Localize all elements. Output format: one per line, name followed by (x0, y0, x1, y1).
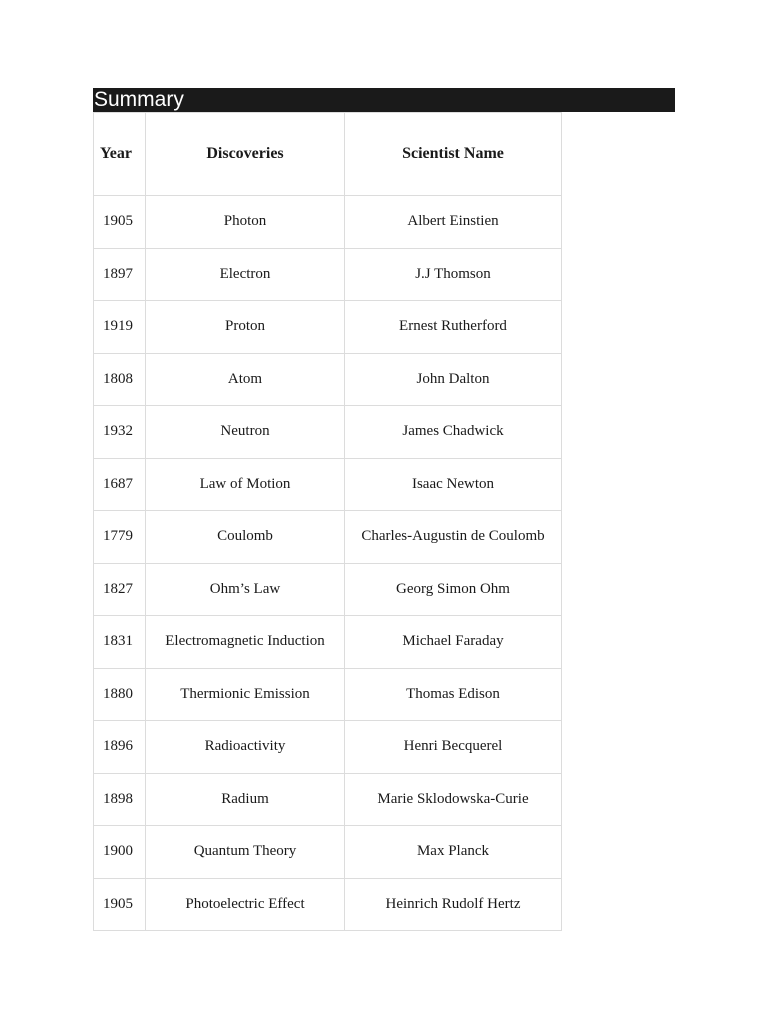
cell-scientist-name: Isaac Newton (345, 458, 562, 511)
table-header-row (94, 113, 562, 196)
cell-year: 1900 (94, 826, 146, 879)
cell-year: 1831 (94, 616, 146, 669)
table-row (94, 878, 562, 931)
cell-discovery: Photoelectric Effect (146, 878, 345, 931)
cell-scientist-name: John Dalton (345, 353, 562, 406)
cell-discovery: Quantum Theory (146, 826, 345, 879)
cell-discovery: Photon (146, 196, 345, 249)
header-year: Year (94, 113, 146, 196)
table-row (94, 511, 562, 564)
table-row (94, 458, 562, 511)
cell-year: 1919 (94, 301, 146, 354)
table-row (94, 668, 562, 721)
cell-scientist-name: J.J Thomson (345, 248, 562, 301)
cell-discovery: Neutron (146, 406, 345, 459)
cell-scientist-name: Heinrich Rudolf Hertz (345, 878, 562, 931)
cell-discovery: Electromagnetic Induction (146, 616, 345, 669)
cell-discovery: Atom (146, 353, 345, 406)
header-scientist-name: Scientist Name (345, 113, 562, 196)
table-row (94, 721, 562, 774)
section-title-summary: Summary (93, 88, 675, 112)
cell-scientist-name: Georg Simon Ohm (345, 563, 562, 616)
table-body (94, 196, 562, 931)
cell-discovery: Law of Motion (146, 458, 345, 511)
cell-scientist-name: James Chadwick (345, 406, 562, 459)
header-discoveries: Discoveries (146, 113, 345, 196)
table-row (94, 196, 562, 249)
cell-year: 1687 (94, 458, 146, 511)
cell-scientist-name: Marie Sklodowska-Curie (345, 773, 562, 826)
cell-scientist-name: Thomas Edison (345, 668, 562, 721)
table-row (94, 826, 562, 879)
table-row (94, 301, 562, 354)
cell-discovery: Thermionic Emission (146, 668, 345, 721)
cell-scientist-name: Albert Einstien (345, 196, 562, 249)
cell-year: 1898 (94, 773, 146, 826)
cell-discovery: Radium (146, 773, 345, 826)
cell-year: 1896 (94, 721, 146, 774)
cell-year: 1779 (94, 511, 146, 564)
cell-scientist-name: Henri Becquerel (345, 721, 562, 774)
cell-discovery: Electron (146, 248, 345, 301)
cell-year: 1905 (94, 196, 146, 249)
cell-year: 1932 (94, 406, 146, 459)
table-row (94, 563, 562, 616)
cell-year: 1808 (94, 353, 146, 406)
table-row (94, 616, 562, 669)
cell-year: 1827 (94, 563, 146, 616)
cell-year: 1897 (94, 248, 146, 301)
table-row (94, 353, 562, 406)
cell-discovery: Proton (146, 301, 345, 354)
cell-scientist-name: Michael Faraday (345, 616, 562, 669)
cell-discovery: Ohm’s Law (146, 563, 345, 616)
cell-scientist-name: Charles-Augustin de Coulomb (345, 511, 562, 564)
cell-discovery: Radioactivity (146, 721, 345, 774)
cell-discovery: Coulomb (146, 511, 345, 564)
table-row (94, 248, 562, 301)
cell-scientist-name: Max Planck (345, 826, 562, 879)
cell-year: 1905 (94, 878, 146, 931)
table-row (94, 406, 562, 459)
discoveries-table (93, 112, 562, 931)
cell-year: 1880 (94, 668, 146, 721)
table-row (94, 773, 562, 826)
cell-scientist-name: Ernest Rutherford (345, 301, 562, 354)
